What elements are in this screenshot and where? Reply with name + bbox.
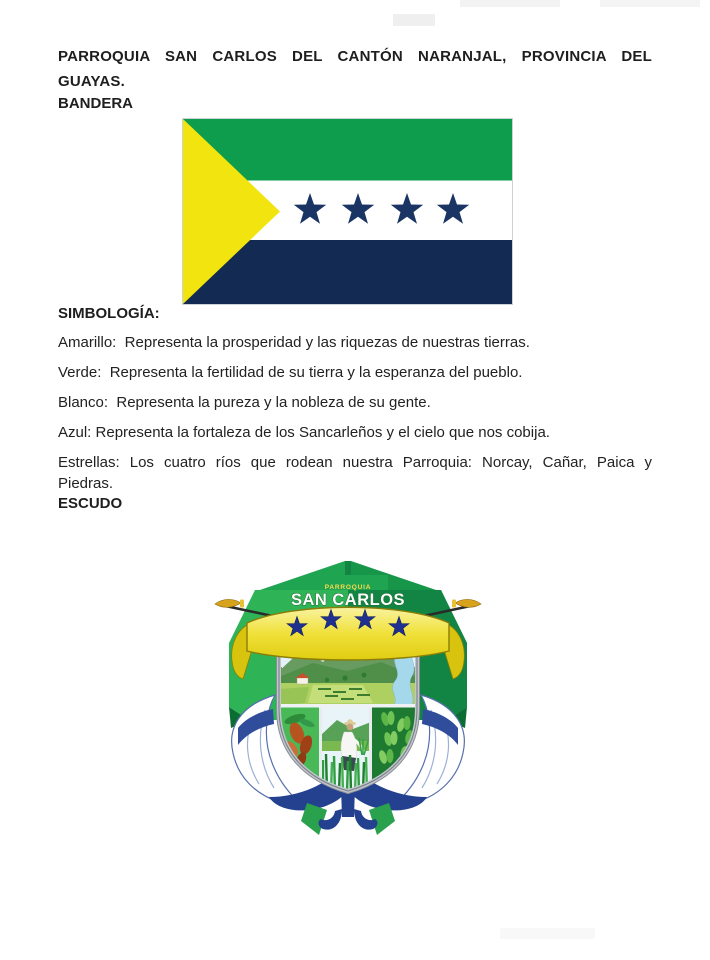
- spear-band: [240, 600, 244, 608]
- symbology-azul: Azul: Representa la fortaleza de los Sancarleños y el cielo que nos cobija.: [58, 424, 550, 441]
- escudo-name-text: SAN CARLOS: [290, 591, 406, 609]
- bandera-heading: BANDERA: [58, 95, 133, 112]
- symbology-estrellas-line2: Piedras.: [58, 475, 114, 492]
- page-title-line1: PARROQUIA SAN CARLOS DEL CANTÓN NARANJAL, PROVINCIA DEL: [58, 48, 652, 65]
- farmer-head: [347, 724, 354, 731]
- symbology-amarillo: Amarillo: Representa la prosperidad y las riquezas de nuestras tierras.: [58, 334, 530, 351]
- page-title-line2: GUAYAS.: [58, 73, 125, 90]
- symbology-blanco: Blanco: Representa la pureza y la nobleza de su gente.: [58, 394, 431, 411]
- scan-artifact: [500, 928, 595, 939]
- symbology-estrellas: [58, 452, 652, 494]
- escudo-heading: ESCUDO: [58, 495, 123, 512]
- page-title: [58, 44, 652, 94]
- flag-image: [183, 119, 512, 304]
- flag-svg: [183, 119, 512, 304]
- symbology-estrellas-line1: Estrellas: Los cuatro ríos que rodean nuestra Parroquia: Norcay, Cañar, Paica y: [58, 454, 652, 471]
- field-strip: [279, 687, 309, 705]
- banner-band: [247, 607, 449, 660]
- shield-content: [279, 637, 417, 798]
- escudo-parroquia-text: PARROQUIA: [324, 584, 372, 591]
- escudo-svg: [213, 557, 483, 849]
- symbology-verde: Verde: Representa la fertilidad de su tierra y la esperanza del pueblo.: [58, 364, 523, 381]
- shield-divider: [279, 704, 417, 708]
- spearhead-icon: [455, 599, 481, 607]
- spear-band: [452, 600, 456, 608]
- simbologia-heading: SIMBOLOGÍA:: [58, 305, 160, 322]
- escudo-image: [213, 557, 483, 849]
- farmhouse: [297, 678, 308, 684]
- spearhead-icon: [215, 599, 241, 607]
